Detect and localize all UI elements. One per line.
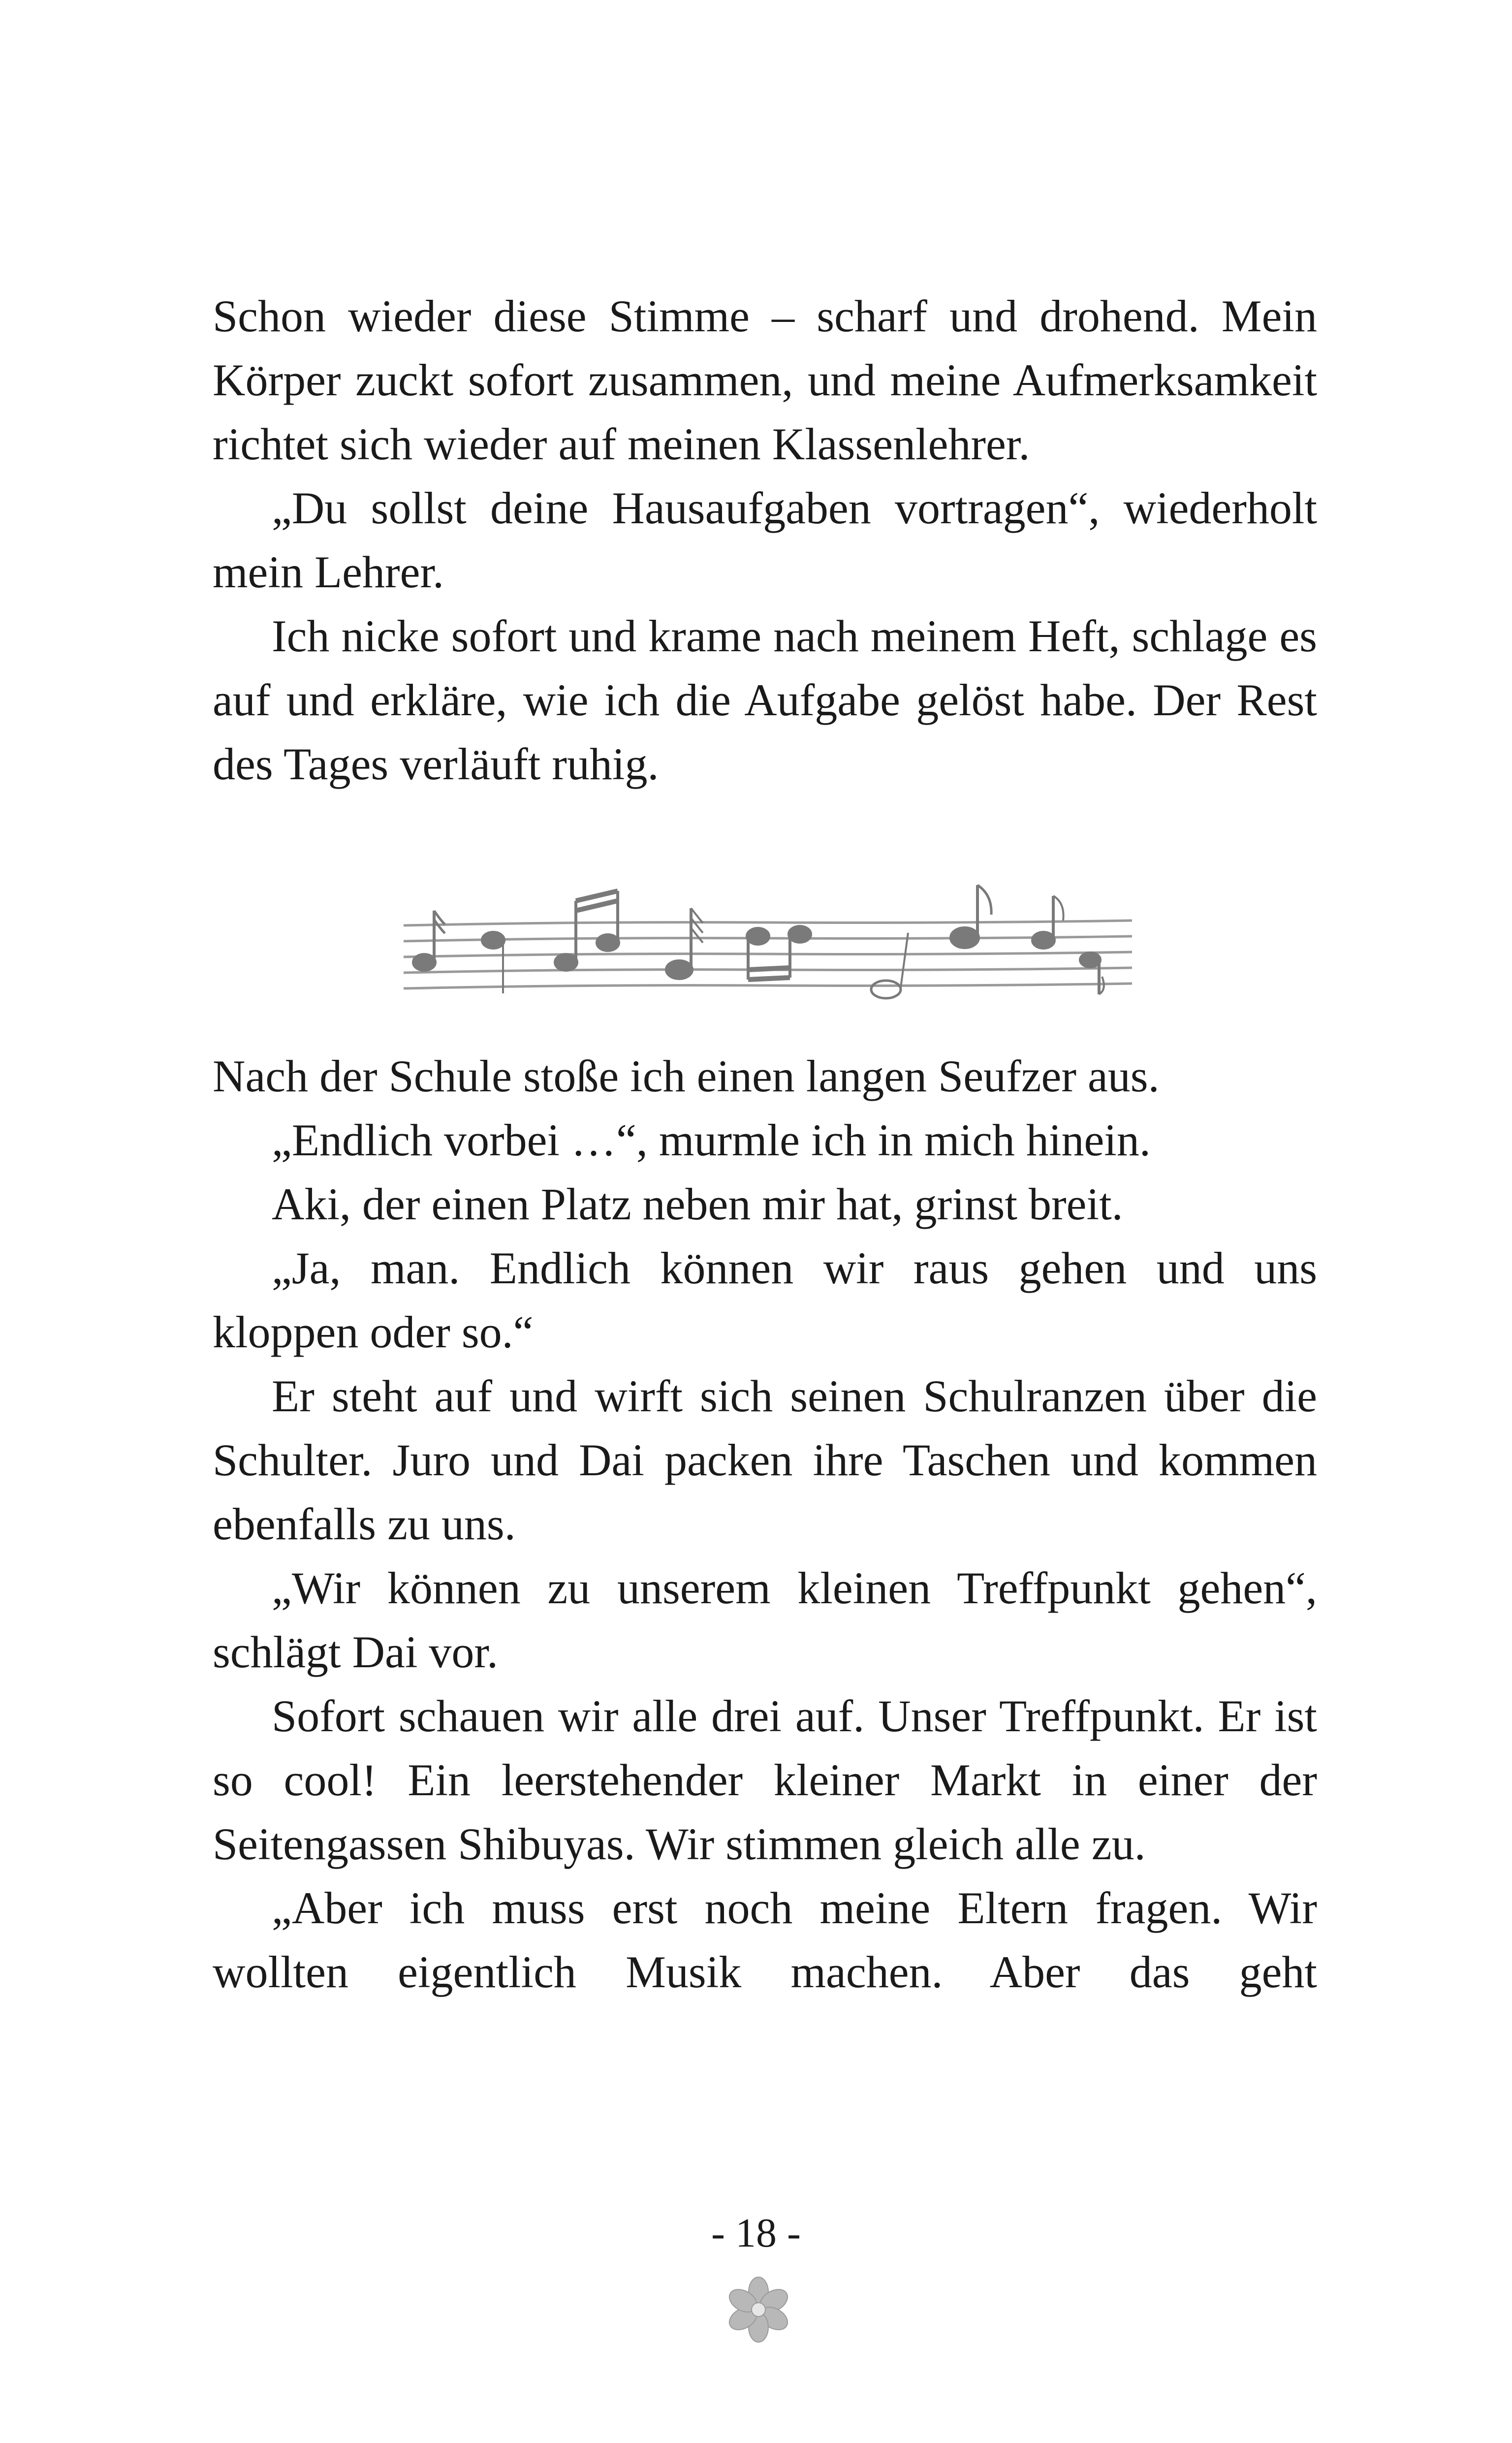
paragraph: Er steht auf und wirft sich seinen Schulranzen über die Schulter. Juro und Dai packen ihre Taschen und kommen ebenfalls zu uns.: [213, 1371, 1317, 1549]
music-notes-divider: [404, 881, 1132, 1029]
paragraph: „Aber ich muss erst noch meine Eltern fragen. Wir wollten eigentlich Musik machen. Aber das geht: [213, 1883, 1317, 1997]
flower-icon: [724, 2275, 793, 2344]
page-number: - 18 -: [711, 2210, 801, 2256]
paragraph: Sofort schauen wir alle drei auf. Unser Treffpunkt. Er ist so cool! Ein leerstehender kleiner Markt in einer der Seitengassen Shibuyas. Wir stimmen gleich alle zu.: [213, 1691, 1317, 1869]
paragraph: Ich nicke sofort und krame nach meinem Heft, schlage es auf und erkläre, wie ich die Aufgabe gelöst habe. Der Rest des Tages verläuft ruhig.: [213, 611, 1317, 789]
paragraph: „Ja, man. Endlich können wir raus gehen und uns kloppen oder so.“: [213, 1243, 1317, 1357]
paragraph: „Du sollst deine Hausaufgaben vortragen“, wiederholt mein Lehrer.: [213, 483, 1317, 597]
paragraph: „Endlich vorbei …“, murmle ich in mich hinein.: [272, 1115, 1151, 1165]
paragraph: Schon wieder diese Stimme – scharf und drohend. Mein Körper zuckt sofort zusammen, und meine Aufmerksamkeit richtet sich wieder auf meinen Klassenlehrer.: [213, 291, 1317, 469]
paragraph: Nach der Schule stoße ich einen langen Seufzer aus.: [213, 1051, 1160, 1101]
paragraph: Aki, der einen Platz neben mir hat, grinst breit.: [272, 1179, 1123, 1229]
text-block-top: [213, 284, 1317, 796]
text-block-bottom: [213, 1044, 1317, 2004]
paragraph: „Wir können zu unserem kleinen Treffpunkt gehen“, schlägt Dai vor.: [213, 1563, 1317, 1677]
